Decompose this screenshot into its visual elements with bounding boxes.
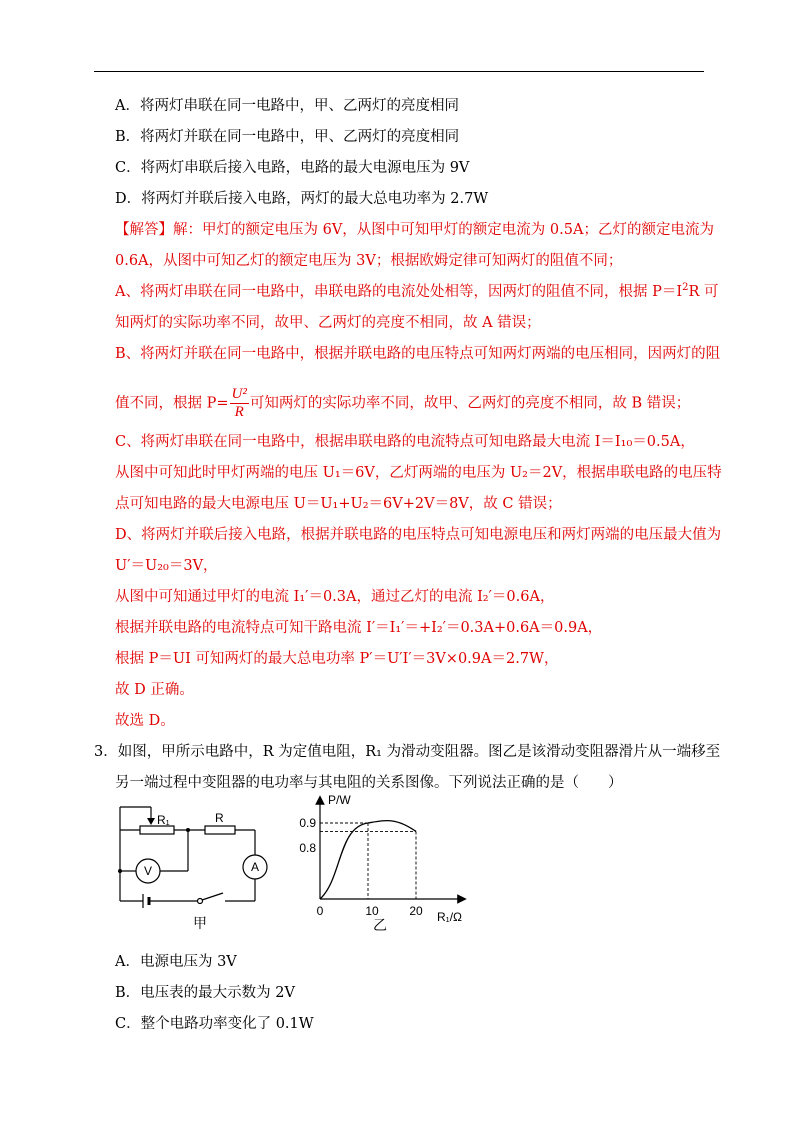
question-3-line-2: 另一端过程中变阻器的电功率与其电阻的关系图像。下列说法正确的是（ ）	[115, 775, 623, 791]
answer-line-6a: 值不同，根据 P=	[115, 395, 229, 412]
x-tick-20: 20	[409, 904, 423, 918]
answer-line-11: U′＝U₂₀＝3V，	[115, 558, 218, 574]
x-axis-label: R₁/Ω	[437, 910, 463, 924]
answer-line-10: D、将两灯并联后接入电路，根据并联电路的电压特点可知电源电压和两灯两端的电压最大值为	[115, 527, 722, 543]
fraction-numerator: U²	[231, 386, 247, 402]
option-b-q3: B．电压表的最大示数为 2V	[115, 985, 295, 1001]
answer-line-16: 故选 D。	[115, 713, 175, 729]
answer-line-2: 0.6A，从图中可知乙灯的额定电压为 3V；根据欧姆定律可知两灯的阻值不同；	[115, 253, 623, 269]
answer-line-14: 根据 P＝UI 可知两灯的最大总电功率 P′＝U′I′＝3V×0.9A＝2.7W，	[115, 651, 559, 667]
fraction-denominator: R	[234, 404, 244, 420]
answer-line-5: B、将两灯并联在同一电路中，根据并联电路的电压特点可知两灯两端的电压相同，因两灯的阻	[115, 346, 721, 362]
option-d-prev: D．将两灯并联后接入电路，两灯的最大总电功率为 2.7W	[115, 191, 489, 207]
circuit-caption: 甲	[193, 915, 207, 931]
answer-line-7: C、将两灯串联在同一电路中，根据串联电路的电流特点可知电路最大电流 I＝I₁₀＝0.5A，	[115, 434, 695, 450]
circuit-svg	[105, 800, 280, 935]
voltmeter-label: V	[143, 864, 153, 878]
graph-svg	[292, 790, 482, 940]
answer-line-3	[115, 282, 718, 302]
answer-line-13: 根据并联电路的电流特点可知干路电流 I′＝I₁′＝+I₂′＝0.3A+0.6A＝0.9A，	[115, 620, 603, 636]
resistor-r1-icon	[140, 826, 174, 834]
answer-line-3b: R 可	[688, 284, 719, 300]
y-axis-label: P/W	[328, 793, 351, 807]
answer-line-6b: 可知两灯的实际功率不同，故甲、乙两灯的亮度不相同，故 B 错误；	[249, 395, 691, 412]
answer-line-15: 故 D 正确。	[115, 682, 194, 698]
y-tick-0.9: 0.9	[299, 816, 316, 830]
answer-line-8: 从图中可知此时甲灯两端的电压 U₁＝6V，乙灯两端的电压为 U₂＝2V，根据串联电路的电压特	[115, 465, 722, 481]
answer-tag: 【解答】	[115, 222, 173, 238]
option-c-q3: C．整个电路功率变化了 0.1W	[115, 1016, 314, 1032]
slider-arrow-icon	[147, 818, 155, 825]
option-b-prev: B．将两灯并联在同一电路中，甲、乙两灯的亮度相同	[115, 129, 460, 145]
circuit-diagram	[105, 800, 280, 935]
answer-line-12: 从图中可知通过甲灯的电流 I₁′＝0.3A，通过乙灯的电流 I₂′＝0.6A，	[115, 589, 555, 605]
power-resistance-graph	[292, 790, 482, 940]
answer-line-9: 点可知电路的最大电源电压 U＝U₁+U₂＝6V+2V＝8V，故 C 错误；	[115, 496, 562, 512]
switch-lever-icon	[202, 893, 223, 900]
option-a-q3: A．电源电压为 3V	[115, 954, 237, 970]
switch-contact-icon	[198, 899, 203, 904]
question-3-line-1: 3．如图，甲所示电路中，R 为定值电阻，R₁ 为滑动变阻器。图乙是该滑动变阻器滑片从一端移至	[94, 744, 721, 760]
answer-line-6	[115, 386, 690, 421]
answer-text-1: 解：甲灯的额定电压为 6V，从图中可知甲灯的额定电流为 0.5A；乙灯的额定电流为	[173, 222, 714, 238]
x-tick-10: 10	[365, 904, 379, 918]
circuit-r-label: R	[215, 811, 224, 825]
resistor-r-icon	[205, 826, 235, 834]
ammeter-label: A	[250, 860, 260, 874]
y-tick-0.8: 0.8	[299, 841, 316, 855]
origin-label: 0	[316, 904, 324, 918]
header-rule	[94, 71, 704, 72]
junction-left-icon	[118, 869, 122, 873]
junction-top-icon	[186, 828, 190, 832]
answer-line-1	[115, 220, 714, 240]
graph-caption: 乙	[373, 917, 387, 933]
power-fraction	[230, 386, 249, 421]
circuit-r1-label: R₁	[157, 813, 170, 827]
option-c-prev: C．将两灯串联后接入电路，电路的最大电源电压为 9V	[115, 160, 470, 176]
answer-line-4: 知两灯的实际功率不同，故甲、乙两灯的亮度不相同，故 A 错误；	[115, 315, 541, 331]
answer-line-3a: A、将两灯串联在同一电路中，串联电路的电流处处相等，因两灯的阻值不同，根据 P＝I	[115, 284, 683, 300]
option-a-prev: A．将两灯串联在同一电路中，甲、乙两灯的亮度相同	[115, 98, 459, 114]
answer-line-3-sup: 2	[682, 282, 689, 294]
